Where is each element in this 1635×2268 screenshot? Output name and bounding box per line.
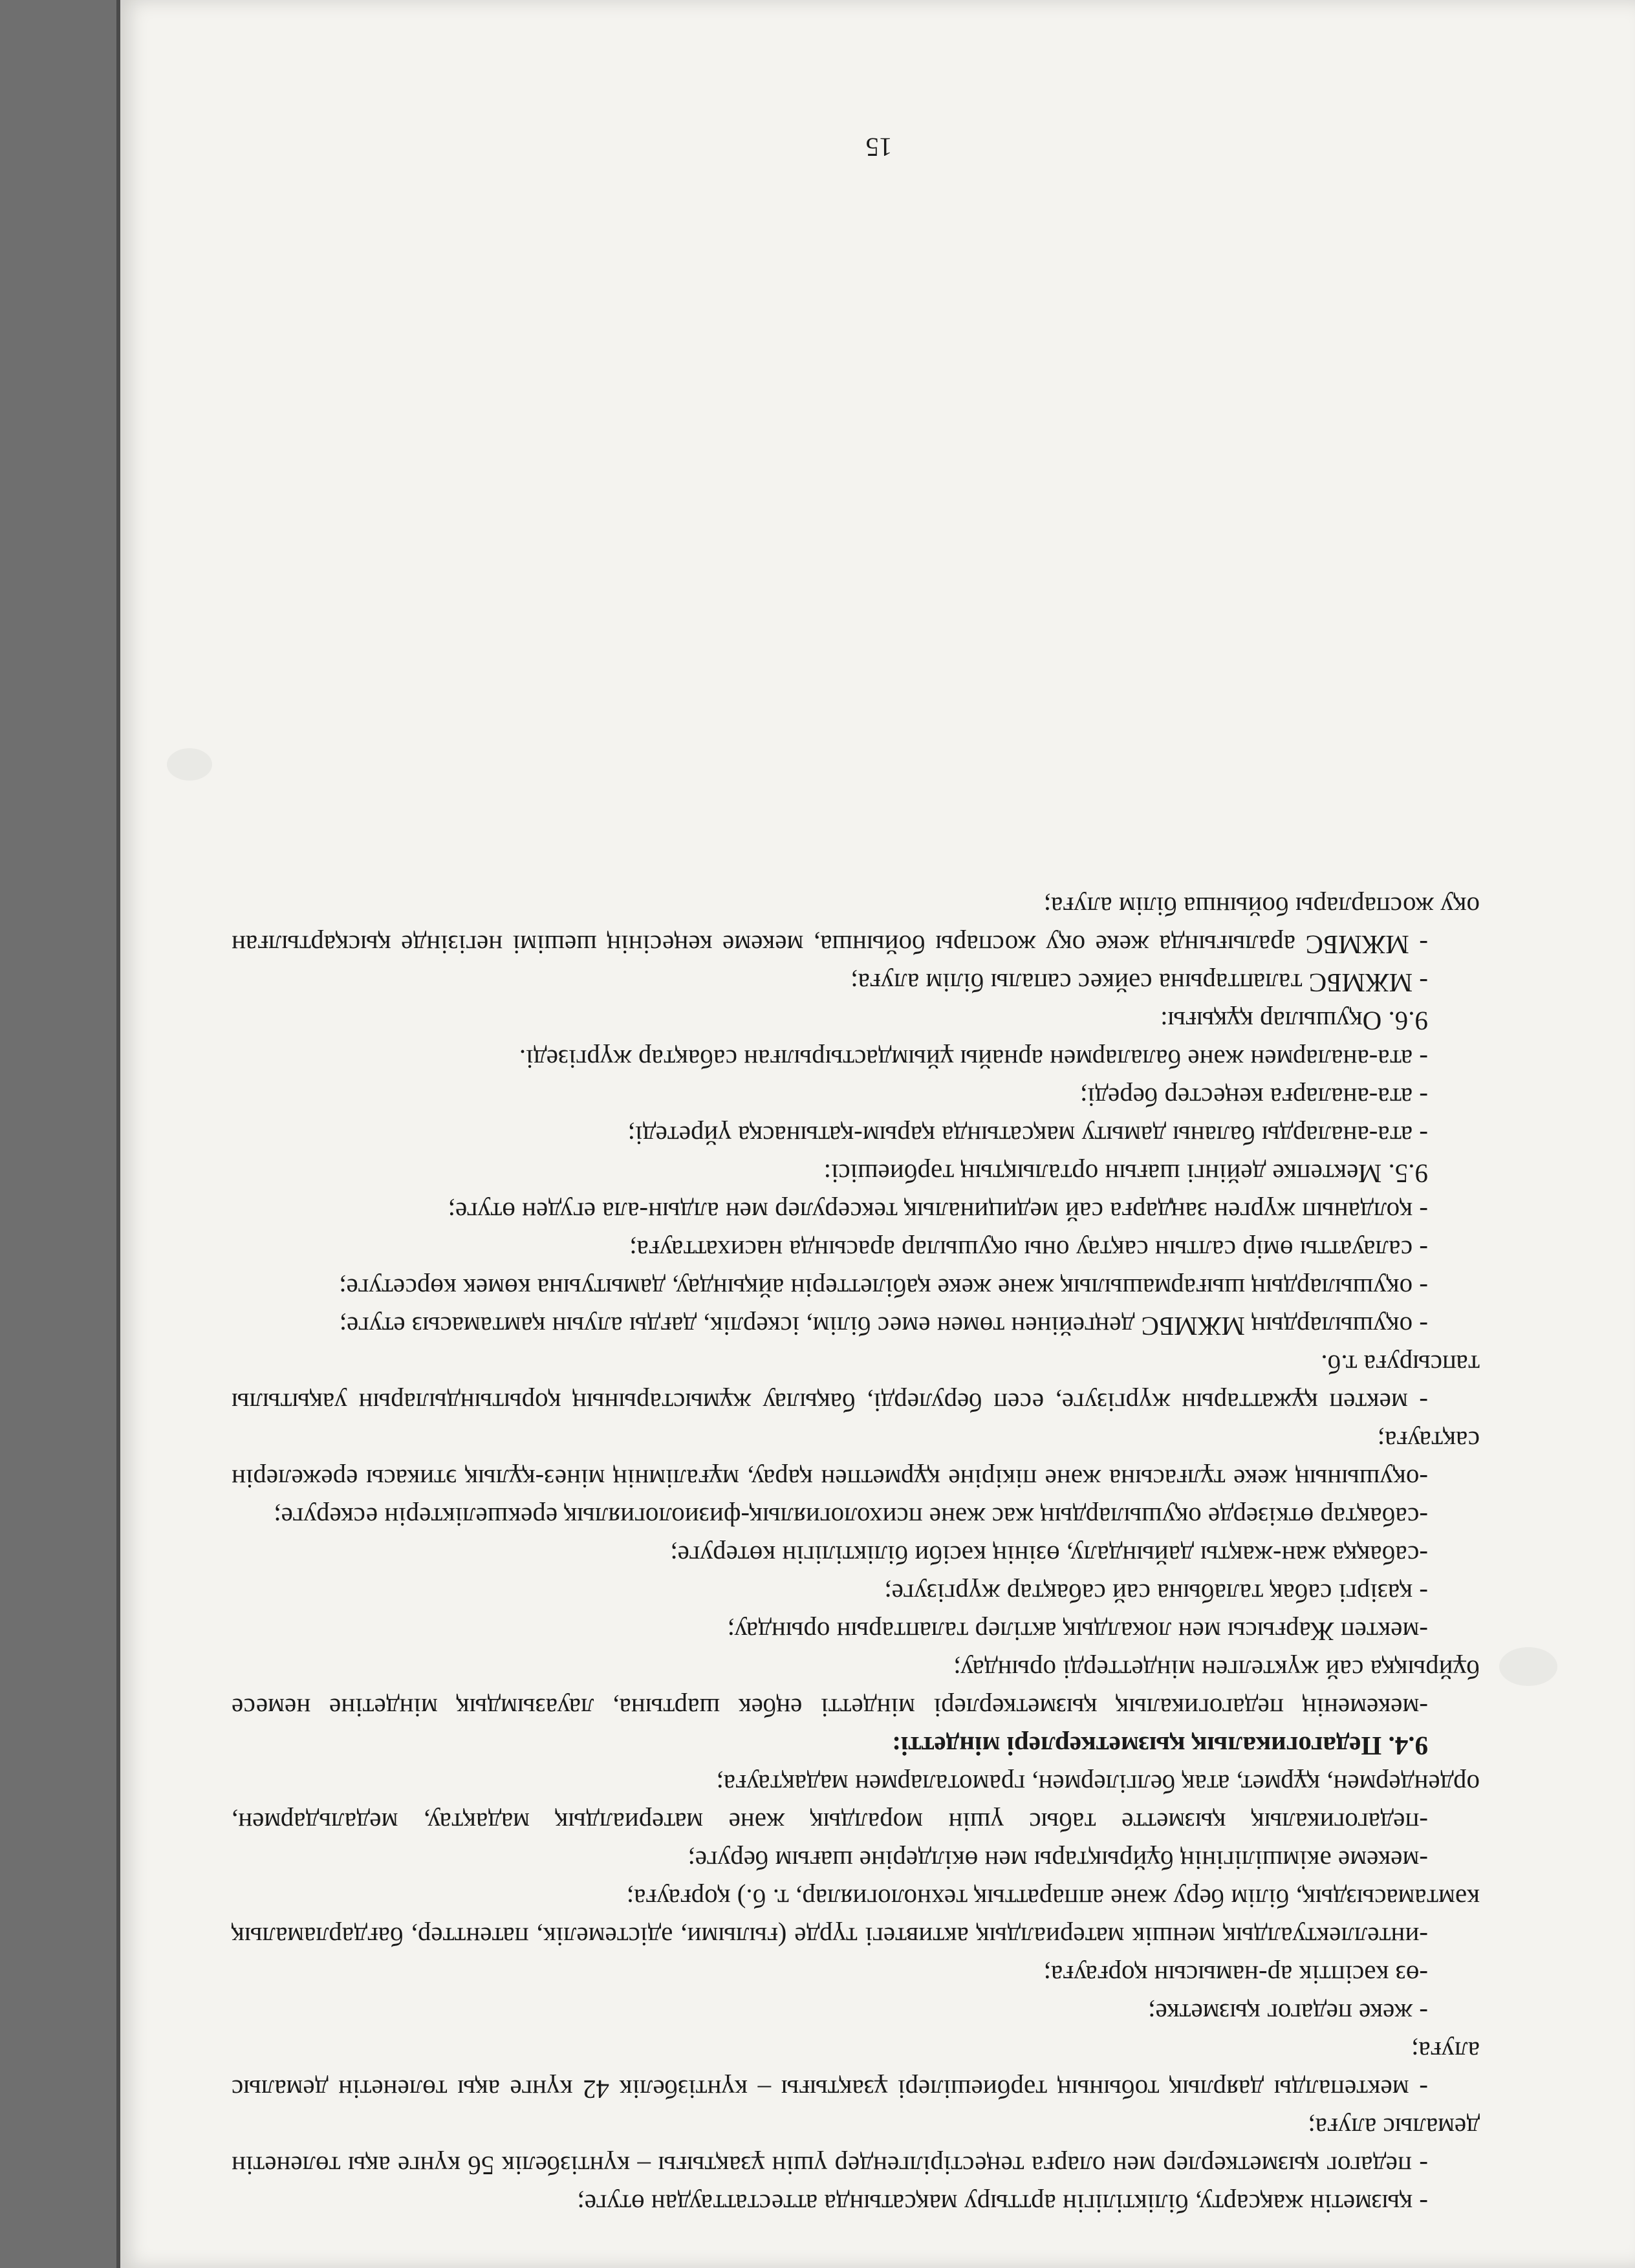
paragraph: - қызметін жақсарту, біліктілігін арттыру мақсатында аттестаттаудан өтуге; [577,2189,1428,2219]
paragraph: 9.5. Мектепке дейінгі шағын орталықтың тәрбиешісі: [823,1159,1428,1189]
paragraph: - мектеп құжаттарын жүргізуге, есеп берулерді, бақылау жұмыстарының қорытындыларын уақытылы тапсыруға т.б. [232,1350,1480,1418]
paragraph: - салауатты өмір салтын сақтау оны оқушылар арасында насихаттауға; [629,1235,1428,1265]
paragraph: 9.6. Оқушылар құқығы: [1160,1006,1428,1036]
paragraph: - оқушылардың шығармашылық және жеке қабілеттерін айқындау, дамытуына көмек көрсетуге; [339,1273,1428,1303]
paragraph: - ата-аналарды баланы дамыту мақсатында қарым-қатынасқа үйретеді; [627,1121,1428,1150]
paragraph: -сабаққа жан-жақты дайындалу, өзінің кәсіби біліктілігін көтеруге; [670,1540,1428,1570]
paragraph: -оқушының жеке тұлғасына және пікіріне құрметпен қарау, мұғалімнің мінез-құлық этикасы ережелерін сақтауға; [232,1426,1480,1494]
paragraph: - МЖМБС аралығында жеке оқу жоспары бойынша, мекеме кеңесінің шешімі негізінде қысқартылған оқу жоспарлары бойынша білім алуға; [232,892,1480,960]
paragraph: -мекеме әкімшілігінің бұйрықтары мен өкілдеріне шағым беруге; [688,1846,1428,1875]
paragraph: -мектеп Жарғысы мен локалдық актілер талаптарын орындау; [727,1617,1428,1647]
paragraph: -өз кәсіптік ар-намысын қорғауға; [1043,1960,1428,1990]
paragraph: - педагог қызметкерлер мен оларға теңестірілгендер үшін ұзақтығы – күнтізбелік 56 күнге ақы төленетін демалыс алуға; [232,2113,1480,2181]
section-heading: 9.4. Педагогикалық қызметкерлері міндетті: [892,1731,1428,1761]
paragraph: - ата-аналарға кеңестер береді; [1079,1083,1428,1112]
paragraph: - қолданып жүрген заңдарға сай медициналық тексерулер мен алдын-ала егуден өтуге; [448,1197,1428,1227]
document-body [232,887,1480,2223]
paragraph: -педагогикалық қызметте табыс үшін моралдық және материалдық мадақтау, медальдармен, ордендермен, құрмет, атақ белгілермен, грамоталармен мадақтауға; [232,1769,1480,1837]
paragraph: - оқушылардың МЖМБС деңгейінен төмен емес білім, іскерлік, дағды алуын қамтамасыз етуге; [339,1312,1428,1341]
paragraph: - мектепалды даярлық тобының тәрбиешілері ұзақтығы – күнтізбелік 42 күнге ақы төленетін демалыс алуға; [232,2036,1480,2104]
scan-smudge [167,748,212,781]
paragraph: - ата-аналармен және балалармен арнайы ұйымдастырылған сабақтар жүргізеді. [519,1044,1428,1074]
paragraph: -интеллектуалдық меншік материалдық активтегі түрде (ғылыми, әдістемелік, патенттер, бағдарламалық кәмтамасыздық, білім беру және аппараттық технологиялар, т. б.) қорғауға; [232,1884,1480,1952]
paragraph: -мекеменің педагогикалық қызметкерлері міндетті еңбек шартына, лауазымдық міндетіне немесе бұйрыққа сай жүктелген міндеттерді орындау; [232,1655,1480,1723]
paragraph: -сабақтар өткізерде оқушылардың жас және психологиялық-физиологиялық ерекшеліктерін ескеруге; [274,1502,1428,1532]
scan-smudge [1499,1647,1557,1686]
paragraph: - қазіргі сабақ талабына сай сабақтар жүргізуге; [884,1579,1428,1608]
page-number: 15 [865,133,893,162]
paper-edge [116,0,120,2268]
paragraph: - МЖМБС талаптарына сәйкес сапалы білім алуға; [850,968,1428,998]
document-page [123,0,1635,2268]
paragraph: - жеке педагог қызметке; [1148,1998,1428,2028]
